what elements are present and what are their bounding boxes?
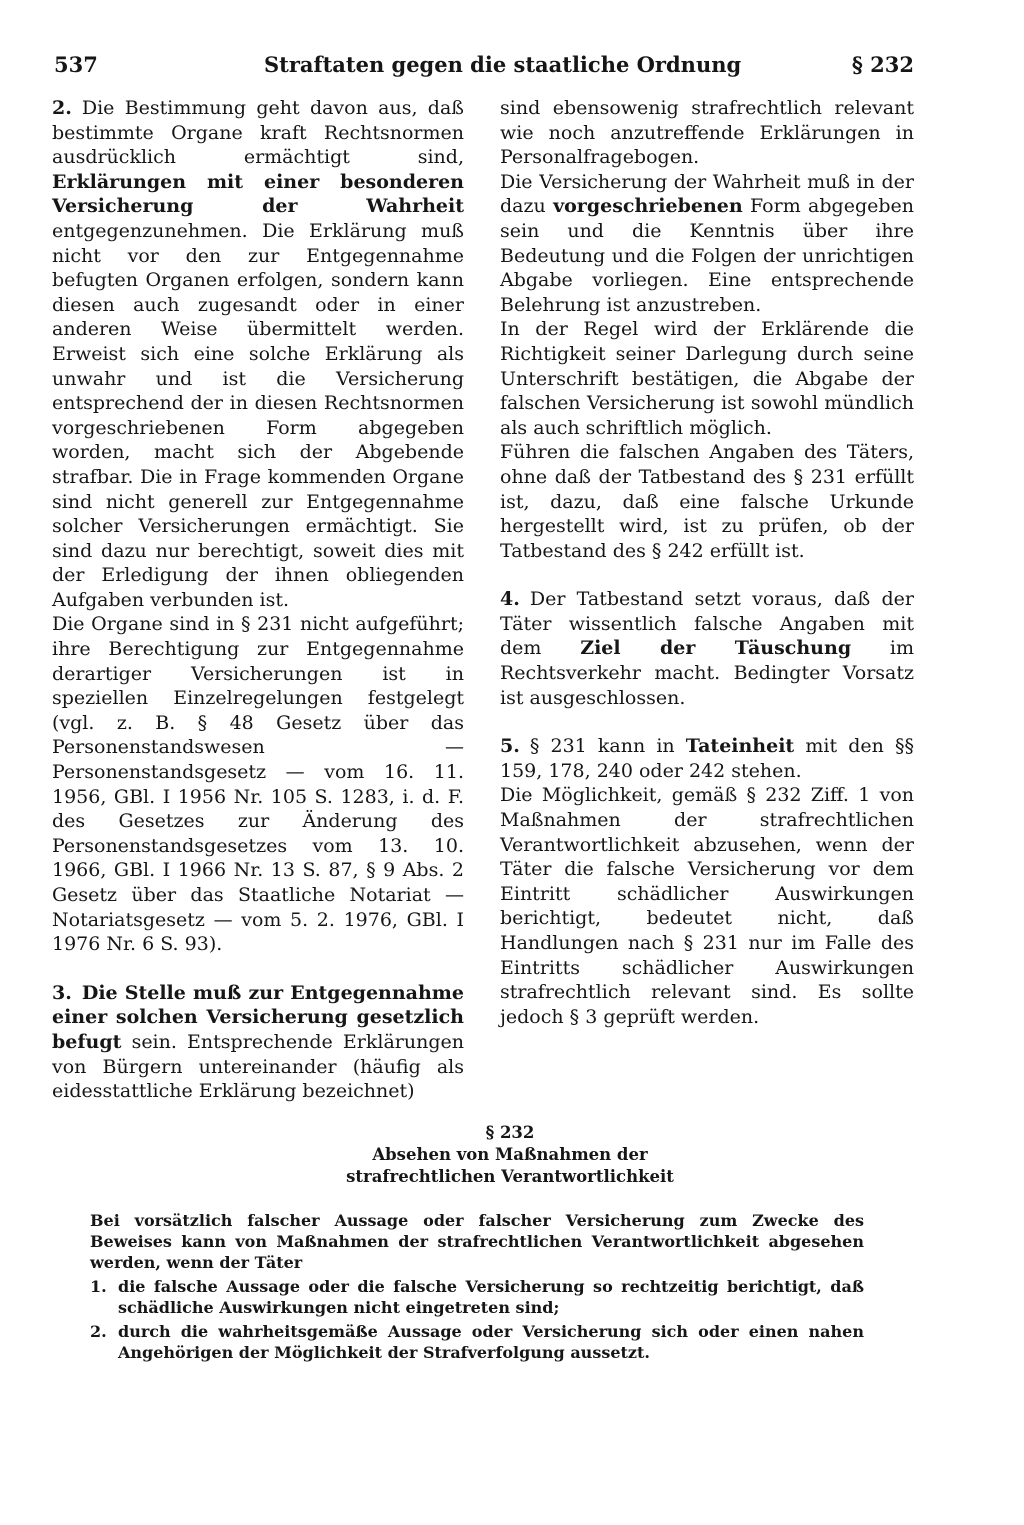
paragraph-text: Form abgegeben sein und die Kenntnis über ihre Bedeutung und die Folgen der unrichtigen Abgabe vorliegen. Eine entsprechende Belehrung ist anzustreben. — [500, 195, 915, 316]
paragraph-5-continued: Die Möglichkeit, gemäß § 232 Ziff. 1 von Maßnahmen der strafrechtlichen Verantwortlichkeit abzusehen, wenn der Täter die falsche Versicherung vor dem Eintritt schädlicher Auswirkungen berichtigt, bedeutet nicht, daß Handlungen nach § 231 nur im Falle des Eintritts schädlicher Auswirkungen strafrechtlich relevant sind. Es sollte jedoch § 3 geprüft werden. — [500, 784, 914, 1028]
paragraph-2 — [52, 96, 464, 612]
statute-text — [90, 1210, 864, 1363]
paragraph-number: 4. — [500, 588, 520, 611]
paragraph-5 — [500, 734, 914, 783]
section-heading — [150, 1122, 870, 1188]
emphasis-text: vorgeschriebenen — [553, 195, 743, 218]
paragraph-number: 5. — [500, 735, 520, 758]
emphasis-text: Ziel der Täuschung — [580, 637, 852, 660]
paragraph-4 — [500, 587, 914, 710]
paragraph-3-document: Führen die falschen Angaben des Täters, ohne daß der Tatbestand des § 231 erfüllt ist, dazu, daß eine falsche Urkunde hergestellt wird, ist zu prüfen, ob der Tatbestand des § 242 erfüllt ist. — [500, 441, 914, 562]
statute-intro: Bei vorsätzlich falscher Aussage oder falscher Versicherung zum Zwecke des Beweises kann von Maßnahmen der strafrechtlichen Verantwortlichkeit abgesehen werden, wenn der Täter — [90, 1211, 864, 1272]
paragraph-text: entgegenzunehmen. Die Erklärung muß nicht vor den zur Entgegennahme befugten Organen erfolgen, sondern kann diesen auch zugesandt oder in einer anderen Weise übermittelt werden. Erweist sich eine solche Erklärung als unwahr und ist die Versicherung entsprechend der in diesen Rechtsnormen vorgeschriebenen Form abgegeben worden, macht sich der Abgebende strafbar. Die in Frage kommenden Organe sind nicht generell zur Entgegennahme solcher Versicherungen ermächtigt. Sie sind dazu nur berechtigt, soweit dies mit der Erledigung der ihnen obliegenden Aufgaben verbunden ist. — [52, 219, 464, 611]
right-column — [500, 96, 914, 1029]
paragraph-text: mit den §§ 159, 178, 240 oder 242 stehen. — [500, 735, 914, 782]
page-number: 537 — [54, 52, 98, 77]
section-title-line-2: strafrechtlichen Verantwortlichkeit — [346, 1167, 674, 1186]
paragraph-text: Die Bestimmung geht davon aus, daß bestimmte Organe kraft Rechtsnormen ausdrücklich ermächtigt sind, — [52, 97, 464, 169]
left-column — [52, 96, 464, 1104]
paragraph-text: § 231 kann in — [529, 735, 686, 758]
paragraph-text: sein. Entsprechende Erklärungen von Bürgern untereinander (häufig als eidesstattliche Erklärung bezeichnet) — [52, 1030, 464, 1103]
paragraph-3-signature: In der Regel wird der Erklärende die Richtigkeit seiner Darlegung durch seine Unterschrift bestätigen, die Abgabe der falschen Versicherung ist sowohl mündlich als auch schriftlich möglich. — [500, 318, 914, 439]
emphasis-text: Tateinheit — [685, 735, 795, 758]
section-marker: § 232 — [851, 52, 914, 77]
statute-item — [90, 1276, 864, 1318]
paragraph-3-form — [500, 170, 914, 318]
page-header — [54, 52, 914, 86]
paragraph-number: 2. — [52, 97, 72, 119]
emphasis-text: Erklärungen mit einer besonderen Versicherung der Wahrheit — [52, 170, 464, 218]
statute-item-text: die falsche Aussage oder die falsche Versicherung so rechtzeitig berichtigt, daß schädliche Auswirkungen nicht eingetreten sind; — [118, 1277, 864, 1317]
statute-item-number: 1. — [90, 1277, 107, 1296]
paragraph-3-continued: sind ebensowenig strafrechtlich relevant wie noch anzutreffende Erklärungen in Personalfragebogen. — [500, 97, 914, 169]
section-number: § 232 — [485, 1123, 535, 1142]
paragraph-text: Die Versicherung der Wahrheit muß in der dazu — [500, 170, 914, 218]
statute-item-number: 2. — [90, 1322, 107, 1341]
paragraph-text: im Rechtsverkehr macht. Bedingter Vorsatz ist ausgeschlossen. — [500, 637, 914, 709]
paragraph-3 — [52, 981, 464, 1104]
paragraph-2-continued: Die Organe sind in § 231 nicht aufgeführt; ihre Berechtigung zur Entgegennahme derartiger Versicherungen ist in speziellen Einzelregelungen festgelegt (vgl. z. B. § 48 Gesetz über das Personenstandswesen — Personenstandsgesetz — vom 16. 11. 1956, GBl. I 1956 Nr. 105 S. 1283, i. d. F. des Gesetzes zur Änderung des Personenstandsgesetzes vom 13. 10. 1966, GBl. I 1966 Nr. 13 S. 87, § 9 Abs. 2 Gesetz über das Staatliche Notariat — Notariatsgesetz — vom 5. 2. 1976, GBl. I 1976 Nr. 6 S. 93). — [52, 613, 464, 956]
statute-item-text: durch die wahrheitsgemäße Aussage oder Versicherung sich oder einen nahen Angehörigen der Möglichkeit der Strafverfolgung aussetzt. — [118, 1322, 864, 1362]
emphasis-text: Die Stelle muß zur Entgegennahme einer solchen Versicherung gesetzlich befugt — [52, 981, 464, 1053]
running-title: Straftaten gegen die staatliche Ordnung — [264, 52, 742, 77]
section-title-line-1: Absehen von Maßnahmen der — [372, 1145, 648, 1164]
paragraph-text: Der Tatbestand setzt voraus, daß der Täter wissentlich falsche Angaben mit dem — [500, 588, 914, 660]
paragraph-number: 3. — [52, 981, 72, 1004]
statute-item — [90, 1321, 864, 1363]
